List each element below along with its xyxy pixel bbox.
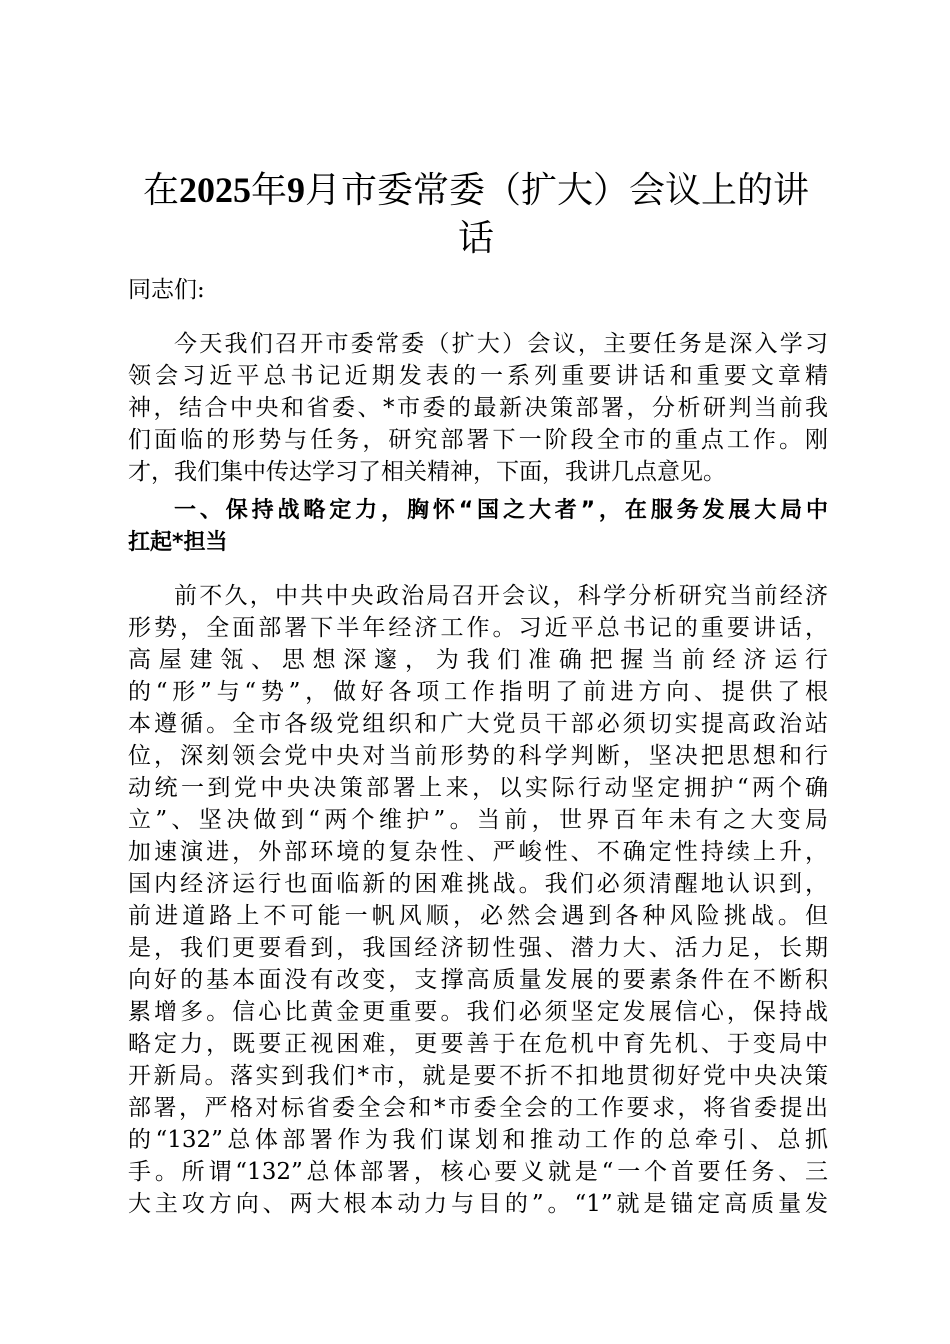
title-month: 9 bbox=[287, 170, 305, 210]
text-line: 前进道路上不可能一帆风顺，必然会遇到各种风险挑战。但 bbox=[128, 903, 828, 929]
section-body-paragraph bbox=[128, 580, 828, 1220]
intro-paragraph bbox=[128, 328, 828, 488]
title-text-pre: 在 bbox=[142, 170, 179, 211]
heading-line: 扛起*担当 bbox=[128, 530, 228, 555]
text-line: 才，我们集中传达学习了相关精神，下面，我讲几点意见。 bbox=[128, 459, 726, 485]
text-line: 累增多。信心比黄金更重要。我们必须坚定发展信心，保持战 bbox=[128, 999, 828, 1025]
document-title bbox=[126, 166, 826, 263]
text-line: 今天我们召开市委常委（扩大）会议，主要任务是深入学习 bbox=[174, 331, 828, 357]
text-line: 向好的基本面没有改变，支撑高质量发展的要素条件在不断积 bbox=[128, 967, 828, 993]
text-line: 动统一到党中央决策部署上来，以实际行动坚定拥护“两个确 bbox=[128, 775, 828, 801]
text-line: 部署，严格对标省委全会和*市委全会的工作要求，将省委提出 bbox=[128, 1095, 828, 1121]
text-line: 国内经济运行也面临新的困难挑战。我们必须清醒地认识到， bbox=[128, 871, 828, 897]
section-heading bbox=[128, 495, 828, 559]
text-line: 前不久，中共中央政治局召开会议，科学分析研究当前经济 bbox=[174, 583, 828, 609]
text-line: 本遵循。全市各级党组织和广大党员干部必须切实提高政治站 bbox=[128, 711, 828, 737]
text-line: 加速演进，外部环境的复杂性、严峻性、不确定性持续上升， bbox=[128, 839, 828, 865]
heading-line: 一、保持战略定力，胸怀“国之大者”，在服务发展大局中 bbox=[174, 498, 828, 523]
text-line: 领会习近平总书记近期发表的一系列重要讲话和重要文章精 bbox=[128, 363, 828, 389]
text-line: 的“形”与“势”，做好各项工作指明了前进方向、提供了根 bbox=[128, 679, 828, 705]
text-line: 是，我们更要看到，我国经济韧性强、潜力大、活力足，长期 bbox=[128, 935, 828, 961]
title-text-post: 月市委常委（扩大）会议上的讲话 bbox=[305, 170, 810, 259]
salutation: 同志们: bbox=[128, 277, 205, 303]
text-line: 形势，全面部署下半年经济工作。习近平总书记的重要讲话， bbox=[128, 615, 828, 641]
text-line: 大主攻方向、两大根本动力与目的”。“1”就是锚定高质量发 bbox=[128, 1191, 828, 1217]
text-line: 们面临的形势与任务，研究部署下一阶段全市的重点工作。刚 bbox=[128, 427, 828, 453]
text-line: 略定力，既要正视困难，更要善于在危机中育先机、于变局中 bbox=[128, 1031, 828, 1057]
text-line: 手。所谓“132”总体部署，核心要义就是“一个首要任务、三 bbox=[128, 1159, 828, 1185]
text-line: 立”、坚决做到“两个维护”。当前，世界百年未有之大变局 bbox=[128, 807, 828, 833]
text-line: 位，深刻领会党中央对当前形势的科学判断，坚决把思想和行 bbox=[128, 743, 828, 769]
text-line: 高屋建瓴、思想深邃，为我们准确把握当前经济运行 bbox=[128, 647, 828, 673]
title-year: 2025 bbox=[178, 170, 251, 210]
text-line: 神，结合中央和省委、*市委的最新决策部署，分析研判当前我 bbox=[128, 395, 828, 421]
text-line: 开新局。落实到我们*市，就是要不折不扣地贯彻好党中央决策 bbox=[128, 1063, 828, 1089]
text-line: 的“132”总体部署作为我们谋划和推动工作的总牵引、总抓 bbox=[128, 1127, 828, 1153]
title-text-mid: 年 bbox=[250, 170, 287, 211]
